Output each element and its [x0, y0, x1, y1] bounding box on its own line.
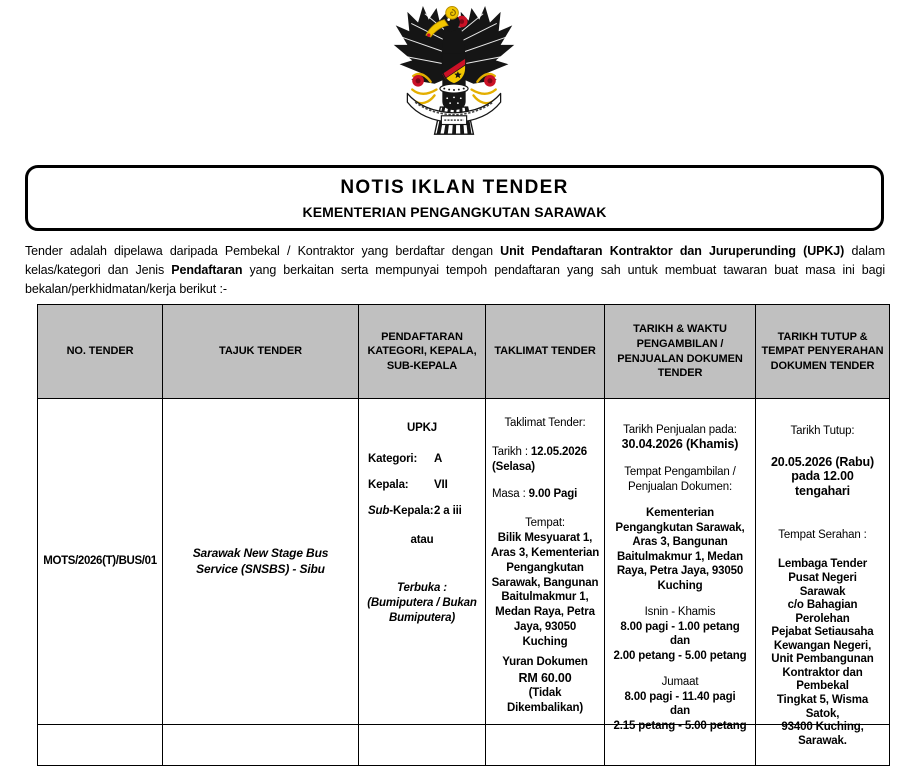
- intro-bold-pendaftaran: Pendaftaran: [171, 263, 243, 277]
- sale-date-block: Tarikh Penjualan pada: 30.04.2026 (Khamis): [621, 424, 739, 452]
- submission-address: Lembaga Tender Pusat Negeri Sarawak c/o Bahagian Perolehan Pejabat Setiausaha Kewangan Negeri, Unit Pembangunan Kontraktor dan Pembekal Tingkat 5, Wisma Satok, 93400 Kuching, Sarawak.: [771, 558, 874, 747]
- col-header-no-tender: NO. TENDER: [38, 305, 163, 399]
- atau-label: atau: [410, 533, 434, 546]
- col-header-taklimat: TAKLIMAT TENDER: [486, 305, 605, 399]
- document-fee-block: [490, 655, 600, 716]
- kategori-row: [366, 452, 478, 467]
- next-row-partial: [38, 725, 890, 766]
- collection-place-label: Tempat Pengambilan / Penjualan Dokumen:: [624, 466, 736, 493]
- registration-cell: [359, 399, 485, 724]
- kepala-row: [366, 478, 478, 493]
- intro-text-1: Tender adalah dipelawa daripada Pembekal / Kontraktor yang berdaftar dengan: [25, 244, 501, 258]
- briefing-time-line: Masa : 9.00 Pagi: [492, 487, 578, 500]
- tender-title: Sarawak New Stage Bus Service (SNSBS) - Sibu: [192, 545, 329, 576]
- tender-table: [37, 304, 890, 766]
- title-box: [25, 165, 884, 231]
- fee-note: (Tidak Dikembalikan): [506, 687, 584, 715]
- col-header-tutup: TARIKH TUTUP & TEMPAT PENYERAHAN DOKUMEN TENDER: [756, 305, 890, 399]
- tender-title-cell: [163, 399, 358, 724]
- intro-paragraph: [25, 242, 885, 299]
- briefing-venue-address: Bilik Mesyuarat 1, Aras 3, Kementerian Pengangkutan Sarawak, Bangunan Baitulmakmur 1, Medan Raya, Petra Jaya, 93050 Kuching: [490, 531, 600, 649]
- submission-place-label: Tempat Serahan :: [778, 528, 867, 541]
- kategori-label: Kategori:: [368, 452, 418, 465]
- upkj-label: UPKJ: [406, 422, 438, 434]
- table-header-row: [38, 305, 890, 399]
- fee-label: Yuran Dokumen: [502, 655, 588, 668]
- col-header-tajuk-tender: TAJUK TENDER: [163, 305, 359, 399]
- sub-kepala-value: 2 a iii: [434, 504, 462, 517]
- tender-number-cell: [38, 399, 162, 724]
- col-header-pendaftaran: PENDAFTARAN KATEGORI, KEPALA, SUB-KEPALA: [359, 305, 486, 399]
- notice-title: NOTIS IKLAN TENDER: [340, 177, 569, 198]
- friday-hours-block: Jumaat 8.00 pagi - 11.40 pagi dan 2.15 petang - 5.00 petang: [613, 676, 747, 732]
- kategori-value: A: [434, 452, 443, 465]
- kepala-value: VII: [434, 478, 448, 491]
- weekday-hours-block: Isnin - Khamis 8.00 pagi - 1.00 petang dan 2.00 petang - 5.00 petang: [613, 606, 747, 662]
- intro-text-3: yang berkaitan serta mempunyai tempoh pendaftaran yang sah untuk membuat tawaran buat masa ini bagi bekalan/perkhidmatan/kerja berikut :-: [25, 263, 885, 296]
- briefing-cell: [486, 399, 604, 724]
- closing-date-label: Tarikh Tutup:: [790, 425, 855, 437]
- ministry-subtitle: KEMENTERIAN PENGANGKUTAN SARAWAK: [302, 204, 607, 220]
- briefing-heading: Taklimat Tender:: [504, 417, 586, 429]
- tender-number: MOTS/2026(T)/BUS/01: [43, 555, 157, 568]
- terbuka-note: Terbuka : (Bumiputera / Bukan Bumiputera): [367, 581, 477, 624]
- sarawak-coat-of-arms-icon: [386, 6, 522, 142]
- briefing-venue-label: Tempat:: [525, 516, 565, 529]
- sub-kepala-row: [366, 504, 478, 519]
- intro-text-2: dalam kelas/kategori dan Jenis: [25, 244, 886, 277]
- collection-cell: [605, 399, 755, 732]
- closing-cell: [756, 399, 889, 747]
- sub-kepala-label: Sub-Kepala:: [368, 504, 434, 517]
- tender-row: [38, 399, 890, 725]
- intro-bold-upkj: Unit Pendaftaran Kontraktor dan Juruperunding (UPKJ): [500, 244, 845, 258]
- collection-address: Kementerian Pengangkutan Sarawak, Aras 3, Bangunan Baitulmakmur 1, Medan Raya, Petra Jaya, 93050 Kuching: [615, 507, 745, 592]
- closing-date-block: 20.05.2026 (Rabu) pada 12.00 tengahari: [770, 454, 875, 499]
- fee-amount: RM 60.00: [518, 670, 572, 685]
- col-header-pengambilan: TARIKH & WAKTU PENGAMBILAN / PENJUALAN DOKUMEN TENDER: [605, 305, 756, 399]
- kepala-label: Kepala:: [368, 478, 409, 491]
- briefing-date-line: Tarikh : 12.05.2026 (Selasa): [492, 445, 587, 473]
- crest-container: [0, 0, 908, 147]
